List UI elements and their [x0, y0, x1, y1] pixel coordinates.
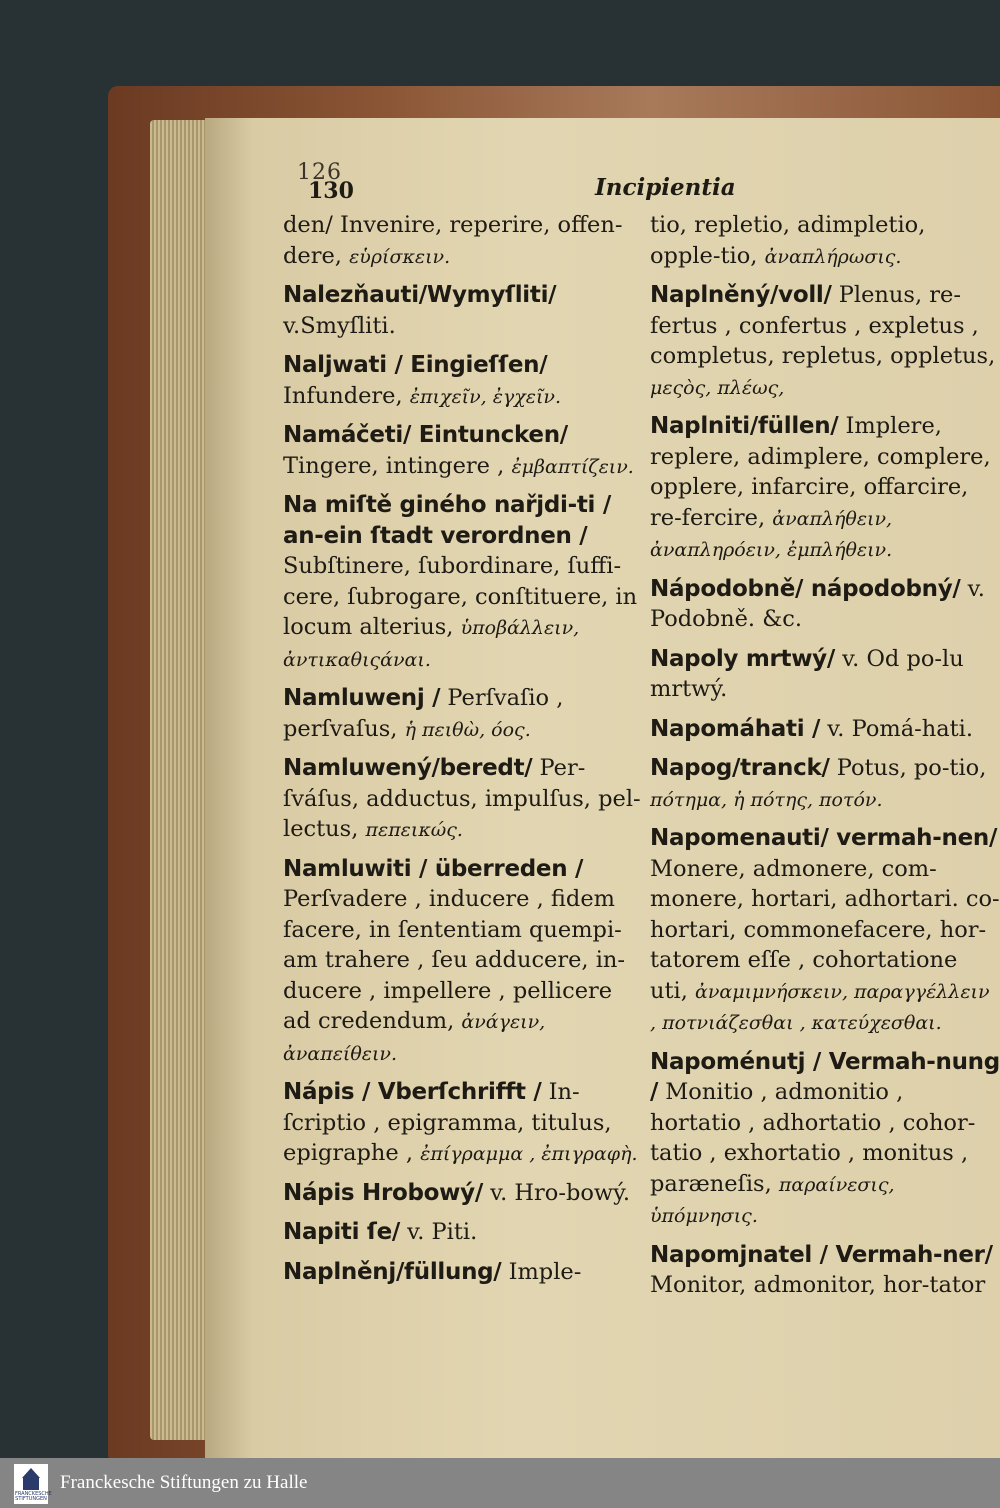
dictionary-entry: Napoly mrtwý/ v. Od po-lu mrtwý.	[650, 645, 964, 702]
dictionary-entry: Naplněnj/füllung/ Imple-	[283, 1258, 582, 1285]
dictionary-entry: Nápis Hrobowý/ v. Hro-bowý.	[283, 1179, 631, 1206]
institution-name: Franckesche Stiftungen zu Halle	[60, 1472, 308, 1493]
dictionary-entry: Namluwenj / Perſvaſio , perſvaſus, ἡ πειθὼ, όος.	[283, 685, 564, 742]
left-column	[283, 210, 641, 1296]
dictionary-entry: den/ Invenire, reperire, offen-dere, εὑρίσκειν.	[283, 212, 623, 269]
page-number: 130	[308, 178, 354, 204]
dictionary-entry: Na miſtě giného nařjdi-ti / an-ein ſtadt verordnen / Subſtinere, ſubordinare, ſuffi-cere, ſubrogare, conſtituere, in locum alterius, ὑποβάλλειν, ἀντικαθιςάναι.	[283, 492, 638, 671]
dictionary-entry: Napomjnatel / Vermah-ner/ Monitor, admonitor, hor-tator	[650, 1241, 993, 1298]
dictionary-entry: Naplněný/voll/ Plenus, re-fertus , confertus , expletus , completus, repletus, oppletus, μεςὸς, πλέως,	[650, 282, 996, 399]
footer-bar	[0, 1458, 1000, 1508]
running-head: Incipientia	[595, 174, 736, 201]
dictionary-entry: Namluwiti / überreden / Perſvadere , inducere , fidem facere, in ſententiam quempi-am trahere , ſeu adducere, in-ducere , impellere , pellicere ad credendum, ἀνάγειν, ἀναπείθειν.	[283, 855, 626, 1065]
dictionary-entry: Naplniti/füllen/ Implere, replere, adimplere, complere, opplere, infarcire, offarcire, re-fercire, ἀναπλήθειν, ἀναπληρόειν, ἐμπλήθειν.	[650, 413, 991, 561]
dictionary-entry: Napiti ſe/ v. Piti.	[283, 1219, 478, 1245]
dictionary-entry: Nápis / Vberſchrifft / In-ſcriptio , epigramma, titulus, epigraphe , ἐπίγραμμα , ἐπιγραφὴ.	[283, 1079, 638, 1166]
institution-logo-icon: FRANCKESCHE STIFTUNGEN	[14, 1464, 48, 1504]
dictionary-entry: Napog/tranck/ Potus, po-tio, πότημα, ἡ πότης, ποτόν.	[650, 755, 987, 811]
dictionary-entry: Napomáhati / v. Pomá-hati.	[650, 715, 974, 742]
book-page	[205, 118, 1000, 1458]
dictionary-entry: Napomenauti/ vermah-nen/ Monere, admonere, com-monere, hortari, adhortari. co-hortari, commonefacere, hor-tatorem eſſe , cohortatione uti, ἀναμιμνήσκειν, παραγγέλλειν , ποτνιάζεσθαι , κατεύχεσθαι.	[650, 825, 1000, 1034]
dictionary-entry: Nalezňauti/Wymyſliti/ v.Smyſliti.	[283, 282, 557, 339]
right-column	[650, 210, 1000, 1310]
dictionary-entry: Naljwati / Eingieſſen/ Infundere, ἐπιχεῖν, ἐγχεῖν.	[283, 352, 562, 409]
dictionary-entry: Namáčeti/ Eintuncken/ Tingere, intingere , ἐμβαπτίζειν.	[283, 422, 634, 479]
dictionary-entry: Namluwený/beredt/ Per-ſváſus, adductus, impulſus, pel-lectus, πεπεικώς.	[283, 755, 641, 842]
struck-page-number: 126	[297, 160, 342, 185]
dictionary-entry: tio, repletio, adimpletio, opple-tio, ἀναπλήρωσις.	[650, 212, 926, 269]
dictionary-entry: Nápodobně/ nápodobný/ v. Podobně. &c.	[650, 575, 985, 632]
dictionary-entry: Napoménutj / Vermah-nung / Monitio , admonitio , hortatio , adhortatio , cohor-tatio , exhortatio , monitus , paræneſis, παραίνεσις, ὑπόμνησις.	[650, 1048, 1000, 1227]
